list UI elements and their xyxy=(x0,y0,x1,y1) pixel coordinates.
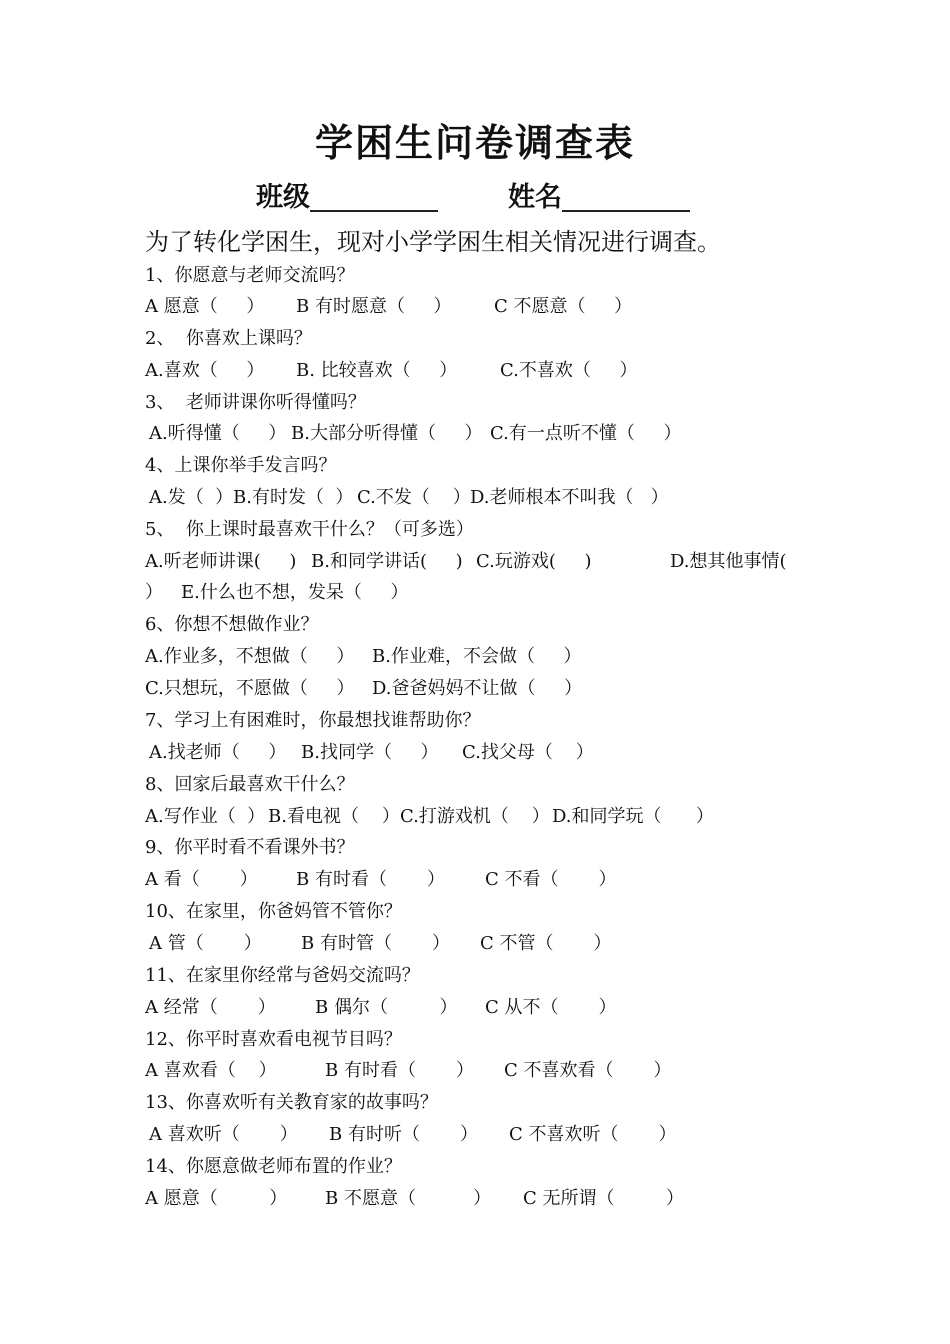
option[interactable]: A 愿意（ ） xyxy=(145,296,265,317)
question-text: 5、 你上课时最喜欢干什么？（可多选） xyxy=(145,519,474,540)
option[interactable]: A.听得懂（ ） xyxy=(149,423,287,444)
option[interactable]: C.只想玩，不愿做（ ） xyxy=(145,678,355,699)
class-field[interactable] xyxy=(256,178,438,218)
option[interactable]: B.有时发（ ） xyxy=(233,487,354,508)
option[interactable]: A.写作业（ ） xyxy=(145,806,266,827)
question-text: 12、你平时喜欢看电视节目吗？ xyxy=(145,1029,402,1050)
option[interactable]: A.喜欢（ ） xyxy=(145,360,265,381)
option[interactable]: B.和同学讲话( ) xyxy=(311,551,463,572)
option[interactable]: A 喜欢听（ ） xyxy=(149,1124,298,1145)
option[interactable]: A.听老师讲课( ) xyxy=(145,551,297,572)
name-label: 姓名 xyxy=(508,182,562,213)
question-text: 11、在家里你经常与爸妈交流吗？ xyxy=(145,965,420,986)
option[interactable]: A 喜欢看（ ） xyxy=(145,1060,277,1081)
question-text: 13、你喜欢听有关教育家的故事吗？ xyxy=(145,1092,438,1113)
option[interactable]: D.老师根本不叫我（ ） xyxy=(470,487,669,508)
option[interactable]: A 管（ ） xyxy=(149,933,262,954)
question-text: 8、回家后最喜欢干什么？ xyxy=(145,774,355,795)
question-text: 14、你愿意做老师布置的作业？ xyxy=(145,1156,402,1177)
question-text: 3、 老师讲课你听得懂吗？ xyxy=(145,392,366,413)
option[interactable]: B 有时看（ ） xyxy=(296,869,446,890)
option[interactable]: B.作业难，不会做（ ） xyxy=(372,646,582,667)
option[interactable]: A 经常（ ） xyxy=(145,997,276,1018)
option[interactable]: C.玩游戏( ) xyxy=(476,551,592,572)
option[interactable]: C 无所谓（ ） xyxy=(523,1188,684,1209)
option[interactable]: C 不看（ ） xyxy=(485,869,617,890)
option[interactable]: B 偶尔（ ） xyxy=(315,997,458,1018)
option[interactable]: C 从不（ ） xyxy=(485,997,617,1018)
option[interactable]: E.什么也不想，发呆（ ） xyxy=(181,582,409,603)
question-text: 9、你平时看不看课外书？ xyxy=(145,837,355,858)
option[interactable]: C 不管（ ） xyxy=(480,933,612,954)
option[interactable]: C.打游戏机（ ） xyxy=(400,806,550,827)
option[interactable]: A.作业多，不想做（ ） xyxy=(145,646,355,667)
question-text: 6、你想不想做作业？ xyxy=(145,614,319,635)
class-blank[interactable] xyxy=(310,180,438,212)
option[interactable]: C 不愿意（ ） xyxy=(494,296,633,317)
option[interactable]: B 有时听（ ） xyxy=(329,1124,479,1145)
option[interactable]: B 有时看（ ） xyxy=(325,1060,475,1081)
question-text: 10、在家里，你爸妈管不管你？ xyxy=(145,901,402,922)
option[interactable]: C.不发（ ） xyxy=(357,487,471,508)
student-info-row xyxy=(0,178,950,218)
option-continuation: ） xyxy=(145,582,163,603)
option[interactable]: C 不喜欢听（ ） xyxy=(509,1124,677,1145)
option[interactable]: D.爸爸妈妈不让做（ ） xyxy=(372,678,583,699)
option[interactable]: B 不愿意（ ） xyxy=(325,1188,492,1209)
option[interactable]: B 有时管（ ） xyxy=(301,933,451,954)
page-title: 学困生问卷调查表 xyxy=(314,120,635,165)
question-text: 1、你愿意与老师交流吗？ xyxy=(145,265,355,286)
option[interactable]: B.大部分听得懂（ ） xyxy=(291,423,483,444)
option[interactable]: A.发（ ） xyxy=(149,487,234,508)
option[interactable]: C.不喜欢（ ） xyxy=(500,360,638,381)
option[interactable]: A 愿意（ ） xyxy=(145,1188,288,1209)
option[interactable]: A.找老师（ ） xyxy=(149,742,287,763)
option[interactable]: B 有时愿意（ ） xyxy=(296,296,452,317)
option[interactable]: D.和同学玩（ ） xyxy=(552,806,714,827)
option[interactable]: C.找父母（ ） xyxy=(462,742,594,763)
option[interactable]: A 看（ ） xyxy=(145,869,258,890)
class-label: 班级 xyxy=(256,182,310,213)
question-text: 2、 你喜欢上课吗？ xyxy=(145,328,312,349)
option[interactable]: B.找同学（ ） xyxy=(301,742,439,763)
option[interactable]: D.想其他事情( xyxy=(670,551,787,572)
name-field[interactable] xyxy=(508,178,690,218)
option[interactable]: B. 比较喜欢（ ） xyxy=(296,360,458,381)
option[interactable]: C.有一点听不懂（ ） xyxy=(490,423,682,444)
intro-text: 为了转化学困生，现对小学学困生相关情况进行调查。 xyxy=(145,228,721,256)
option[interactable]: C 不喜欢看（ ） xyxy=(504,1060,672,1081)
option[interactable]: B.看电视（ ） xyxy=(268,806,400,827)
question-text: 7、学习上有困难时，你最想找谁帮助你？ xyxy=(145,710,481,731)
name-blank[interactable] xyxy=(562,180,690,212)
question-text: 4、上课你举手发言吗？ xyxy=(145,455,337,476)
